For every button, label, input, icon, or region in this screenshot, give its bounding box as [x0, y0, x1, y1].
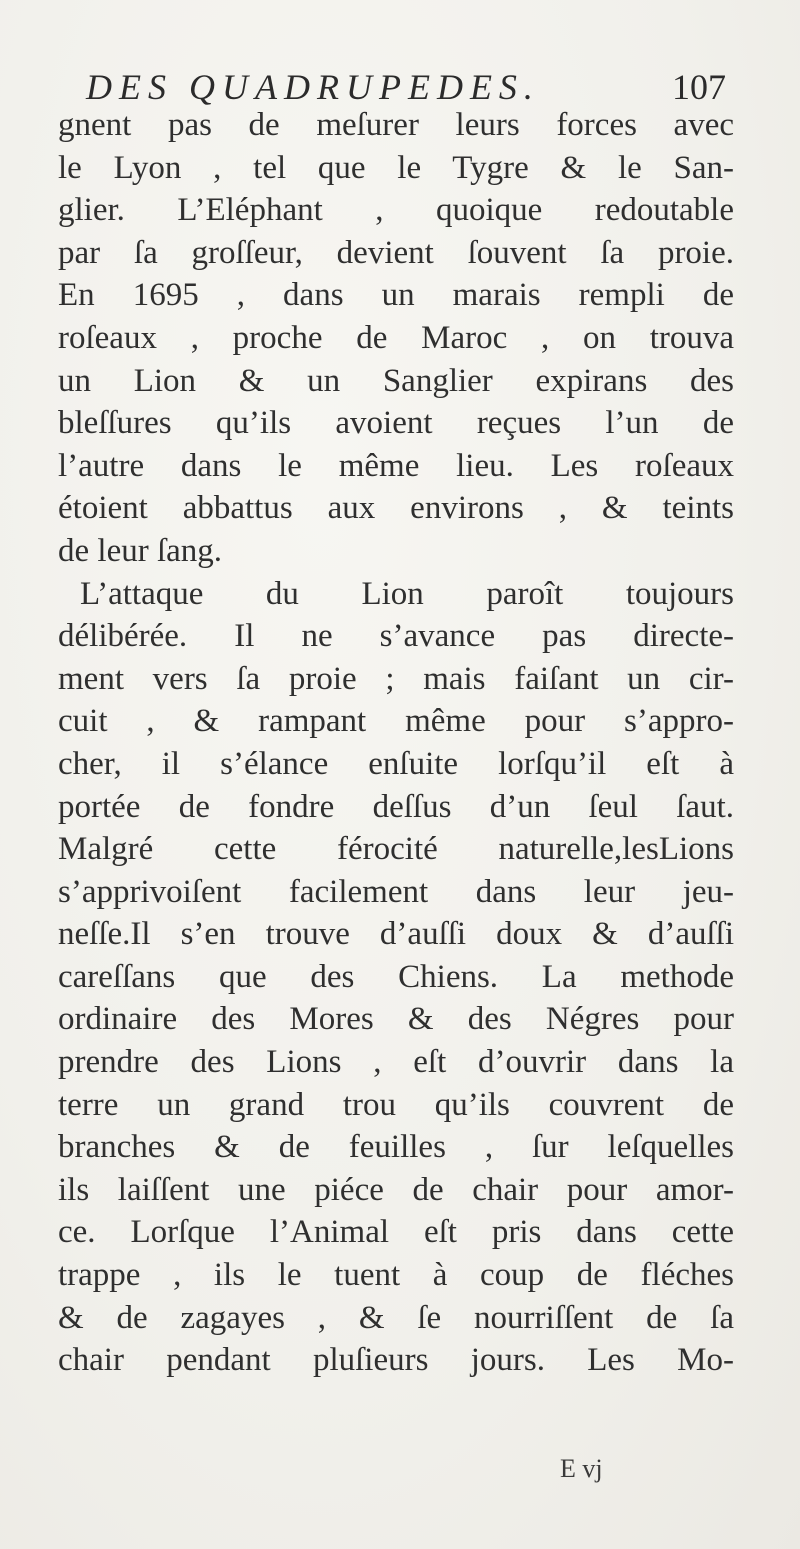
text-line: glier. L’Eléphant , quoique redoutable	[58, 192, 734, 229]
paragraph-end-line: de leur ſang.	[58, 532, 223, 569]
text-line: cuit , & rampant même pour s’appro-	[58, 703, 734, 740]
text-line: & de zagayes , & ſe nourriſſent de ſa	[58, 1299, 734, 1336]
text-line: ment vers ſa proie ; mais faiſant un cir-	[58, 660, 734, 697]
text-line: bleſſures qu’ils avoient reçues l’un de	[58, 405, 734, 442]
text-line: étoient abbattus aux environs , & teints	[58, 490, 734, 527]
page-number: 107	[672, 67, 726, 107]
text-line: neſſe.Il s’en trouve d’auſſi doux & d’auſſi	[58, 916, 734, 953]
text-line: un Lion & un Sanglier expirans des	[58, 362, 734, 399]
signature-mark: E vj	[560, 1454, 603, 1483]
text-line: délibérée. Il ne s’avance pas directe-	[58, 618, 734, 655]
text-line: branches & de feuilles , ſur leſquelles	[58, 1129, 734, 1166]
text-line: terre un grand trou qu’ils couvrent de	[58, 1086, 734, 1123]
paragraph-start-line: L’attaque du Lion paroît toujours	[80, 575, 734, 612]
text-line: le Lyon , tel que le Tygre & le San-	[58, 149, 734, 186]
text-line: gnent pas de meſurer leurs forces avec	[58, 107, 734, 143]
text-line: En 1695 , dans un marais rempli de	[58, 277, 734, 314]
text-line: ce. Lorſque l’Animal eſt pris dans cette	[58, 1214, 734, 1251]
text-line: l’autre dans le même lieu. Les roſeaux	[58, 447, 734, 484]
running-head-title: DES QUADRUPEDES.	[86, 67, 540, 107]
text-line: prendre des Lions , eſt d’ouvrir dans la	[58, 1044, 734, 1081]
text-line: ils laiſſent une piéce de chair pour amor-	[58, 1171, 734, 1208]
text-line: cher, il s’élance enſuite lorſqu’il eſt à	[58, 745, 734, 782]
text-line: portée de fondre deſſus d’un ſeul ſaut.	[58, 788, 734, 825]
text-line: s’apprivoiſent facilement dans leur jeu-	[58, 873, 734, 910]
text-line: Malgré cette férocité naturelle,lesLions	[58, 831, 734, 868]
text-line: roſeaux , proche de Maroc , on trouva	[58, 319, 734, 356]
text-line: ordinaire des Mores & des Négres pour	[58, 1001, 734, 1038]
text-line: chair pendant pluſieurs jours. Les Mo-	[58, 1342, 734, 1379]
text-line: par ſa groſſeur, devient ſouvent ſa proie.	[58, 234, 734, 271]
text-line: trappe , ils le tuent à coup de fléches	[58, 1257, 734, 1294]
body-text	[58, 104, 734, 1382]
text-line: careſſans que des Chiens. La methode	[58, 958, 734, 995]
